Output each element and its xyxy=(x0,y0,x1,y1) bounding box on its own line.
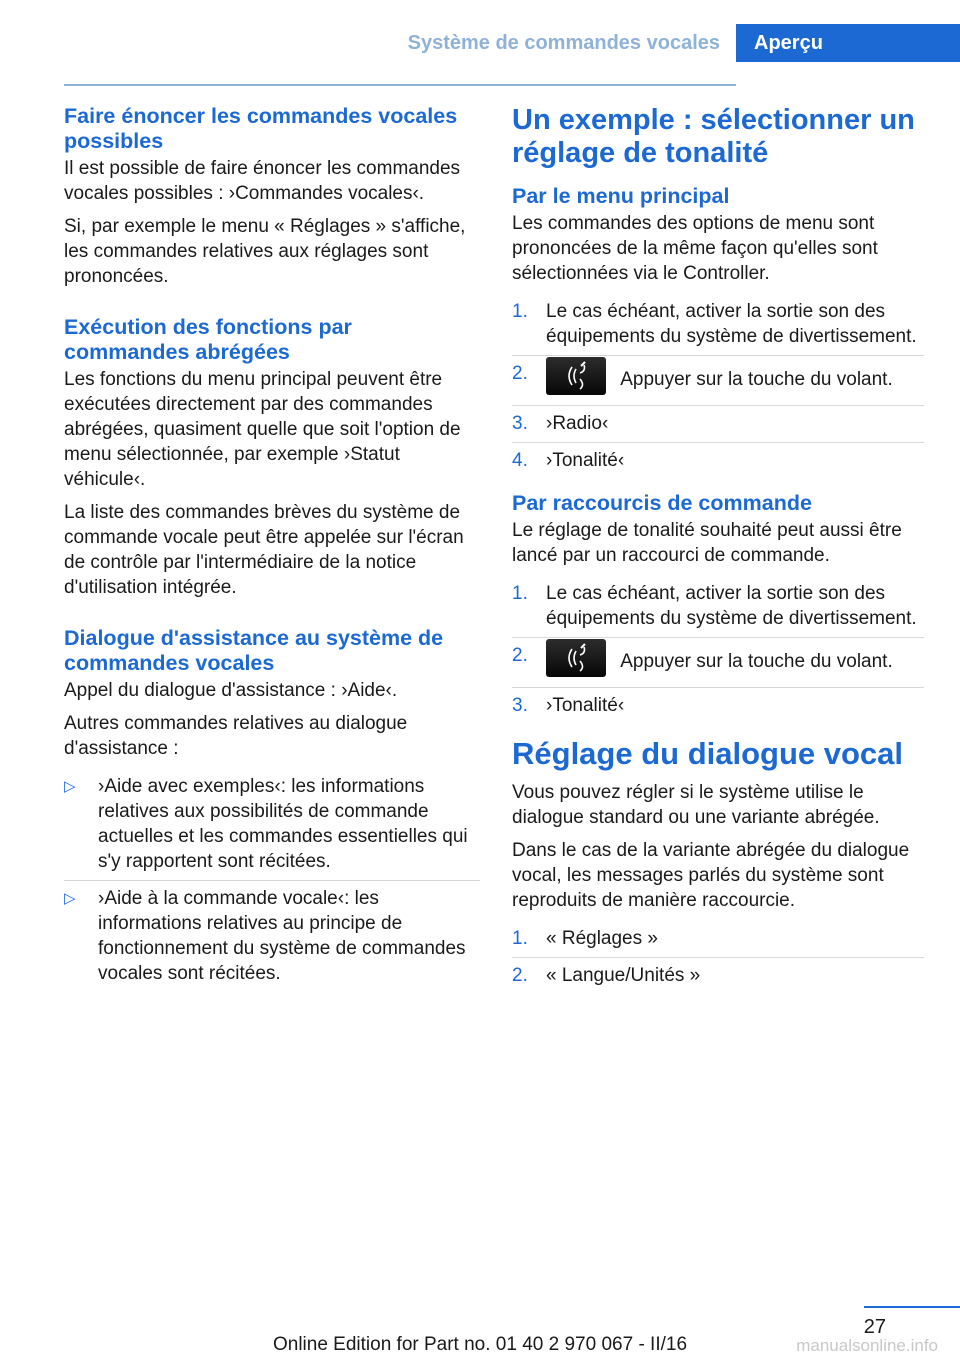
step-text: Le cas échéant, activer la sortie son des équipements du système de divertissement. xyxy=(546,301,917,347)
step-number: 2. xyxy=(512,645,528,666)
section-title: Système de commandes vocales xyxy=(407,32,720,54)
steps-shortcuts xyxy=(512,576,924,724)
step-item xyxy=(512,921,924,957)
footer-rule xyxy=(864,1306,960,1308)
paragraph: Il est possible de faire énoncer les commandes vocales possibles : ›Commandes vocales‹. xyxy=(64,158,461,204)
paragraph: Les fonctions du menu principal peuvent être exécutées directement par des commandes abrégées, quasiment quelle que soit l'option de menu sélectionnée, par exemple ›Statut véhicule‹. xyxy=(64,369,461,490)
heading-example: Un exemple : sélectionner un réglage de tonalité xyxy=(512,104,915,169)
step-number: 2. xyxy=(512,363,528,384)
heading-short-commands: Exécution des fonctions par commandes abrégées xyxy=(64,315,352,364)
watermark: manualsonline.info xyxy=(796,1336,938,1355)
paragraph: La liste des commandes brèves du système de commande vocale peut être appelée sur l'écran de contrôle par l'intermédiaire de la notice d'utilisation intégrée. xyxy=(64,502,464,598)
step-number: 1. xyxy=(512,583,528,604)
list-item xyxy=(64,769,480,880)
step-number: 3. xyxy=(512,413,528,434)
step-text: « Langue/Unités » xyxy=(546,965,701,986)
step-number: 1. xyxy=(512,301,528,322)
step-item xyxy=(512,687,924,724)
triangle-bullet-icon: ▷ xyxy=(64,890,76,907)
step-text: Appuyer sur la touche du volant. xyxy=(620,369,893,391)
heading-assistance-dialog: Dialogue d'assistance au système de commandes vocales xyxy=(64,626,444,675)
list-item-text: ›Aide à la commande vocale‹: les informations relatives au principe de fonctionnement du système de commandes vocales sont récitées. xyxy=(98,888,466,984)
triangle-bullet-icon: ▷ xyxy=(64,778,76,795)
page-header xyxy=(0,24,960,62)
step-text: ›Tonalité‹ xyxy=(546,450,625,471)
paragraph: Appel du dialogue d'assistance : ›Aide‹. xyxy=(64,680,398,701)
paragraph: Autres commandes relatives au dialogue d'assistance : xyxy=(64,713,408,759)
header-rule xyxy=(64,84,736,86)
steps-voice-dialog xyxy=(512,921,924,994)
list-item xyxy=(64,880,480,992)
paragraph: Vous pouvez régler si le système utilise le dialogue standard ou une variante abrégée. xyxy=(512,782,880,828)
paragraph: Les commandes des options de menu sont prononcées de la même façon qu'elles sont sélectionnées via le Controller. xyxy=(512,213,878,284)
heading-main-menu: Par le menu principal xyxy=(512,184,730,208)
step-text: Appuyer sur la touche du volant. xyxy=(620,651,893,673)
step-item xyxy=(512,957,924,994)
step-item xyxy=(512,442,924,479)
edition-note: Online Edition for Part no. 01 40 2 970 067 - II/16 xyxy=(272,1334,688,1355)
right-column xyxy=(512,104,924,1006)
steps-main-menu xyxy=(512,294,924,479)
heading-speak-commands: Faire énoncer les commandes vocales possibles xyxy=(64,104,458,153)
step-item xyxy=(512,294,924,355)
step-number: 1. xyxy=(512,928,528,949)
step-text: Le cas échéant, activer la sortie son des équipements du système de divertissement. xyxy=(546,583,917,629)
voice-command-button-icon xyxy=(546,639,606,677)
step-text: ›Radio‹ xyxy=(546,413,609,434)
chapter-tab: Aperçu xyxy=(736,24,960,62)
step-text: « Réglages » xyxy=(546,928,658,949)
page-number: 27 xyxy=(863,1316,886,1338)
step-item xyxy=(512,637,924,687)
paragraph: Dans le cas de la variante abrégée du dialogue vocal, les messages parlés du système sont reproduits de manière raccourcie. xyxy=(512,840,910,911)
paragraph: Si, par exemple le menu « Réglages » s'affiche, les commandes relatives aux réglages sont prononcées. xyxy=(64,216,466,287)
step-item xyxy=(512,405,924,442)
heading-shortcuts: Par raccourcis de commande xyxy=(512,491,812,515)
heading-voice-dialog-setting: Réglage du dialogue vocal xyxy=(512,736,904,771)
step-number: 4. xyxy=(512,450,528,471)
step-number: 3. xyxy=(512,695,528,716)
voice-command-button-icon xyxy=(546,357,606,395)
paragraph: Le réglage de tonalité souhaité peut aussi être lancé par un raccourci de commande. xyxy=(512,520,902,566)
list-item-text: ›Aide avec exemples‹: les informations relatives aux possibilités de commande actuelles et les commandes essentielles qui s'y rapportent sont récitées. xyxy=(98,776,468,872)
step-number: 2. xyxy=(512,965,528,986)
step-item xyxy=(512,576,924,637)
left-column xyxy=(64,104,480,1004)
step-item xyxy=(512,355,924,405)
step-text: ›Tonalité‹ xyxy=(546,695,625,716)
assistance-command-list xyxy=(64,769,480,992)
